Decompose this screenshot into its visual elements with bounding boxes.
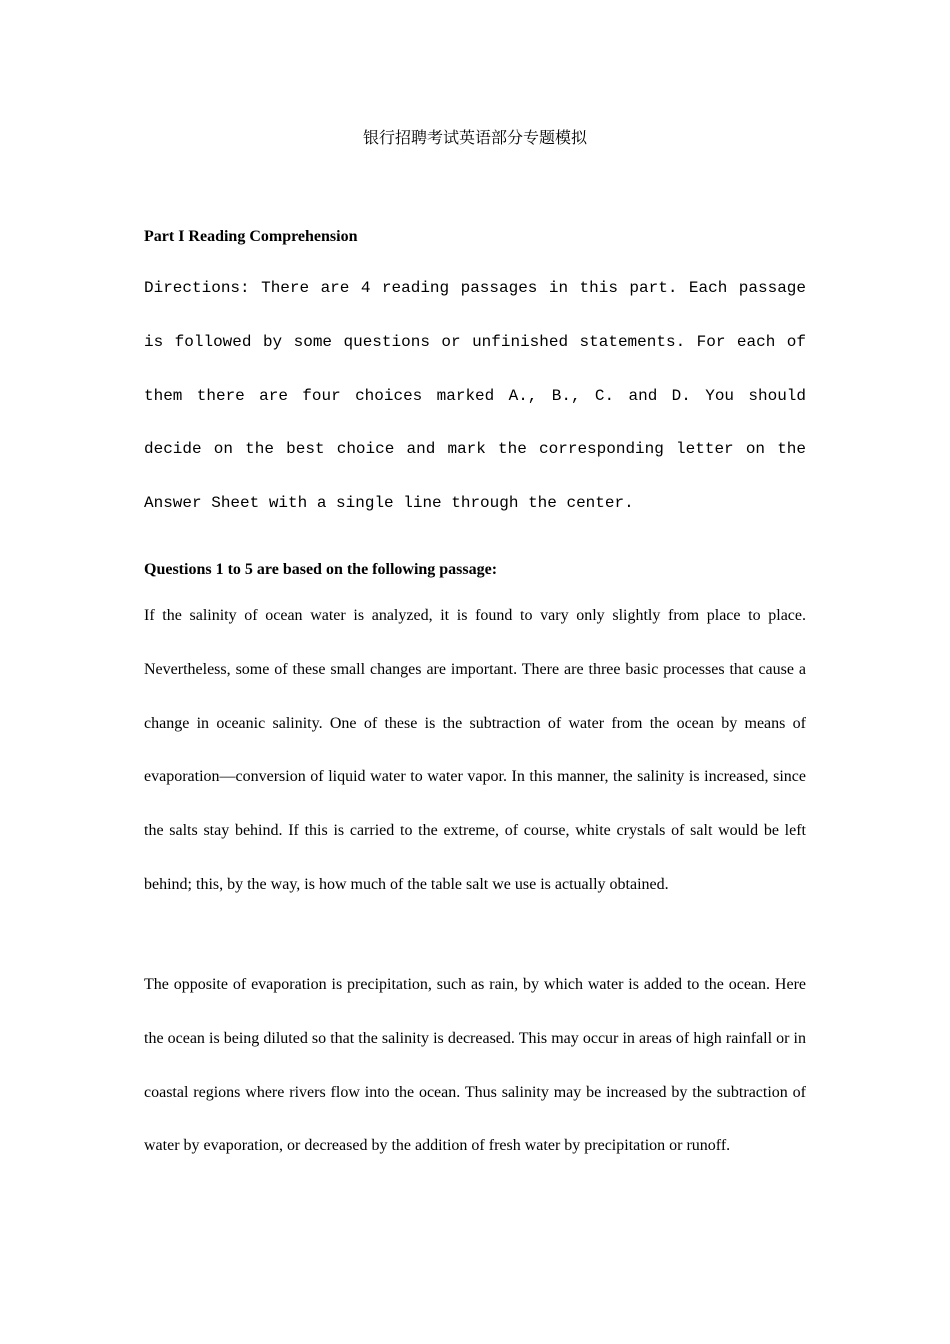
directions-paragraph: Directions: There are 4 reading passages in this part. Each passage is followed by some questions or unfinished statements. For each of them there are four choices marked A., B., C. and D. You should decide on the best choice and mark the corresponding letter on the Answer Sheet with a single line through the center. xyxy=(144,279,806,513)
document-title: 银行招聘考试英语部分专题模拟 xyxy=(362,128,587,147)
part-heading: Part I Reading Comprehension xyxy=(144,228,358,245)
passage-paragraph-1: If the salinity of ocean water is analyzed, it is found to vary only slightly from place to place. Nevertheless, some of these small changes are important. There are three basic processes that cause a change in oceanic salinity. One of these is the subtraction of water from the ocean by means of evaporation—conversion of liquid water to water vapor. In this manner, the salinity is increased, since the salts stay behind. If this is carried to the extreme, of course, white crystals of salt would be left behind; this, by the way, is how much of the table salt we use is actually obtained. xyxy=(144,607,806,893)
questions-heading: Questions 1 to 5 are based on the following passage: xyxy=(144,561,498,578)
passage-paragraph-2: The opposite of evaporation is precipitation, such as rain, by which water is added to the ocean. Here the ocean is being diluted so that the salinity is decreased. This may occur in areas of high rainfall or in coastal regions where rivers flow into the ocean. Thus salinity may be increased by the subtraction of water by evaporation, or decreased by the addition of fresh water by precipitation or runoff. xyxy=(144,976,806,1155)
